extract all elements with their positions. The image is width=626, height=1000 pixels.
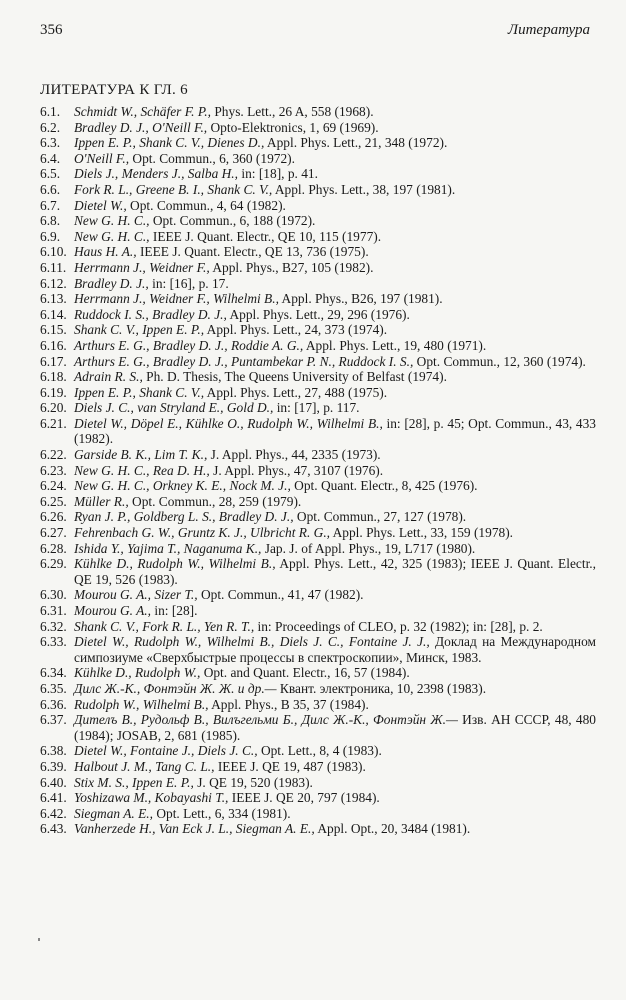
reference-source: Ph. D. Thesis, The Queens University of Belfast (1974). [142,369,447,385]
reference-source: Opt. Commun., 28, 259 (1979). [128,493,302,509]
reference-number: 6.34. [40,665,67,681]
reference-text [74,634,596,665]
reference-entry [40,166,596,182]
reference-source: Appl. Phys., B26, 197 (1981). [278,291,443,307]
reference-text [74,603,596,619]
reference-authors: Mourou G. A., Sizer T., [74,587,198,603]
reference-authors: Halbout J. M., Tang C. L., [74,758,215,774]
reference-list [40,104,596,837]
reference-number: 6.27. [40,525,67,541]
reference-entry [40,338,596,354]
reference-text [74,416,596,447]
reference-number: 6.5. [40,166,61,182]
reference-entry [40,790,596,806]
reference-text [74,322,596,338]
reference-authors: Rudolph W., Wilhelmi B., [74,696,209,712]
reference-number: 6.25. [40,493,67,509]
reference-text [74,385,596,401]
reference-entry [40,400,596,416]
reference-entry [40,307,596,323]
reference-source: Opt. and Quant. Electr., 16, 57 (1984). [200,665,410,681]
reference-authors: Fehrenbach G. W., Gruntz K. J., Ulbricht R. G., [74,525,331,541]
reference-authors: Ishida Y., Yajima T., Naganuma K., [74,540,262,556]
reference-entry [40,494,596,510]
reference-authors: New G. H. C., [74,213,150,229]
reference-entry [40,369,596,385]
reference-number: 6.22. [40,447,67,463]
reference-entry [40,556,596,587]
reference-source: Appl. Phys. Lett., 21, 348 (1972). [264,135,448,151]
reference-authors: Dietel W., [74,197,127,213]
reference-source: Opt. Quant. Electr., 8, 425 (1976). [290,478,478,494]
reference-text [74,198,596,214]
reference-authors: Kühlke D., Rudolph W., [74,665,201,681]
reference-source: Appl. Phys. Lett., 24, 373 (1974). [204,322,388,338]
reference-number: 6.36. [40,696,67,712]
reference-text [74,712,596,743]
reference-entry [40,135,596,151]
reference-source: in: [16], p. 17. [148,275,229,291]
reference-text [74,681,596,697]
reference-text [74,556,596,587]
reference-entry [40,182,596,198]
reference-number: 6.18. [40,369,67,385]
reference-source: Opt. Lett., 8, 4 (1983). [257,743,382,759]
reference-source: in: [28]. [151,603,198,618]
reference-source: Appl. Phys. Lett., 27, 488 (1975). [204,384,388,400]
reference-source: Opto-Elektronics, 1, 69 (1969). [207,119,379,135]
reference-entry [40,354,596,370]
reference-source: Appl. Opt., 20, 3484 (1981). [314,821,471,837]
reference-text [74,447,596,463]
reference-text [74,775,596,791]
reference-entry [40,759,596,775]
reference-entry [40,587,596,603]
reference-source: J. Appl. Phys., 44, 2335 (1973). [207,447,381,463]
reference-number: 6.6. [40,181,61,197]
reference-entry [40,322,596,338]
reference-authors: Siegman A. E., [74,805,153,821]
reference-authors: Garside B. K., Lim T. K., [74,447,208,463]
reference-entry [40,260,596,276]
reference-source: Phys. Lett., 26 A, 558 (1968). [211,104,374,119]
reference-source: Opt. Commun., 41, 47 (1982). [197,587,364,603]
page-number: 356 [40,22,63,38]
reference-text [74,806,596,822]
reference-source: Opt. Commun., 6, 360 (1972). [129,150,295,166]
reference-entry [40,244,596,260]
reference-authors: Arthurs E. G., Bradley D. J., Puntambekar P. N., Ruddock I. S., [74,353,414,369]
reference-number: 6.30. [40,587,67,603]
reference-source: J. Appl. Phys., 47, 3107 (1976). [209,462,384,478]
reference-text [74,135,596,151]
reference-source: Квант. электроника, 10, 2398 (1983). [276,680,487,696]
reference-authors: Shank C. V., Ippen E. P., [74,322,205,338]
reference-number: 6.42. [40,805,67,821]
reference-entry [40,104,596,120]
reference-source: Appl. Phys. Lett., 38, 197 (1981). [272,181,456,197]
reference-text [74,307,596,323]
reference-authors: Kühlke D., Rudolph W., Wilhelmi B., [74,556,276,572]
reference-source: in: Proceedings of CLEO, p. 32 (1982); in: [28], p. 2. [254,618,543,634]
reference-number: 6.13. [40,291,67,307]
reference-source: Appl. Phys., B27, 105 (1982). [209,259,374,275]
reference-text [74,369,596,385]
reference-number: 6.23. [40,462,67,478]
reference-number: 6.12. [40,275,67,291]
reference-entry [40,229,596,245]
reference-authors: Ippen E. P., Shank C. V., Dienes D., [74,135,265,151]
reference-number: 6.21. [40,415,67,431]
reference-number: 6.40. [40,774,67,790]
reference-authors: Arthurs E. G., Bradley D. J., Roddie A. G., [74,337,304,353]
reference-entry [40,697,596,713]
reference-number: 6.33. [40,634,67,650]
reference-authors: New G. H. C., [74,228,150,244]
reference-number: 6.10. [40,244,67,260]
print-speck [38,938,40,941]
reference-authors: Ruddock I. S., Bradley D. J., [74,306,227,322]
reference-authors: Ryan J. P., Goldberg L. S., Bradley D. J., [74,509,294,525]
reference-authors: Yoshizawa M., Kobayashi T., [74,790,229,806]
reference-number: 6.35. [40,680,67,696]
reference-source: Appl. Phys. Lett., 33, 159 (1978). [330,525,514,541]
reference-source: IEEE J. QE 20, 797 (1984). [228,790,380,806]
reference-entry [40,619,596,635]
reference-authors: New G. H. C., Orkney K. E., Nock M. J., [74,478,291,494]
reference-source: in: [17], p. 117. [273,400,360,416]
reference-text [74,400,596,416]
reference-authors: Dietel W., Fontaine J., Diels J. C., [74,743,258,759]
reference-number: 6.32. [40,618,67,634]
reference-authors: Дителъ В., Рудольф В., Вилъгельми Б., Дилс Ж.-К., Фонтэйн Ж.— [74,712,458,728]
reference-authors: Mourou G. A., [74,603,151,618]
reference-entry [40,821,596,837]
reference-source: Opt. Commun., 27, 127 (1978). [293,509,467,525]
reference-authors: Bradley D. J., [74,275,149,291]
reference-authors: Müller R., [74,493,129,509]
reference-text [74,478,596,494]
reference-entry [40,665,596,681]
reference-number: 6.16. [40,337,67,353]
reference-entry [40,291,596,307]
reference-number: 6.8. [40,213,61,229]
reference-source: in: [28], p. 45; Opt. Commun., 43, 433 (1982). [74,415,597,447]
reference-text [74,463,596,479]
reference-source: IEEE J. QE 19, 487 (1983). [214,758,366,774]
reference-text [74,166,596,182]
reference-text [74,759,596,775]
reference-source: IEEE J. Quant. Electr., QE 10, 115 (1977). [149,228,382,244]
reference-number: 6.17. [40,353,67,369]
reference-authors: Dietel W., Döpel E., Kühlke O., Rudolph W., Wilhelmi B., [74,415,383,431]
reference-number: 6.28. [40,540,67,556]
reference-entry [40,385,596,401]
reference-entry [40,463,596,479]
reference-source: Appl. Phys. Lett., 19, 480 (1971). [303,337,487,353]
reference-text [74,182,596,198]
reference-text [74,619,596,635]
reference-number: 6.9. [40,228,61,244]
reference-text [74,213,596,229]
reference-authors: Herrmann J., Weidner F., [74,259,210,275]
reference-number: 6.11. [40,259,67,275]
reference-entry [40,525,596,541]
reference-authors: Vanherzede H., Van Eck J. L., Siegman A. E., [74,821,315,837]
reference-text [74,509,596,525]
reference-authors: New G. H. C., Rea D. H., [74,462,210,478]
reference-text [74,338,596,354]
reference-number: 6.26. [40,509,67,525]
reference-entry [40,634,596,665]
reference-authors: Schmidt W., Schäfer F. P., [74,104,212,119]
reference-authors: Diels J., Menders J., Salba H., [74,166,239,182]
reference-number: 6.15. [40,322,67,338]
reference-source: Изв. АН СССР, 48, 480 (1984); JOSAB, 2, 681 (1985). [74,712,596,743]
reference-text [74,743,596,759]
reference-source: Appl. Phys., B 35, 37 (1984). [208,696,369,712]
reference-entry [40,712,596,743]
reference-authors: Bradley D. J., O'Neill F., [74,119,208,135]
reference-entry [40,151,596,167]
reference-authors: Stix M. S., Ippen E. P., [74,774,194,790]
running-title: Литература [507,22,590,38]
reference-number: 6.4. [40,150,61,166]
reference-authors: Adrain R. S., [74,369,143,385]
reference-entry [40,447,596,463]
reference-source: Доклад на Международном симпозиуме «Сверхбыстрые процессы в спектроскопии», Минск, 1983. [74,634,596,665]
reference-authors: Shank C. V., Fork R. L., Yen R. T., [74,618,255,634]
reference-text [74,354,596,370]
reference-authors: Herrmann J., Weidner F., Wilhelmi B., [74,291,279,307]
reference-source: Appl. Phys. Lett., 29, 296 (1976). [226,306,410,322]
reference-source: Opt. Commun., 12, 360 (1974). [413,353,586,369]
reference-entry [40,775,596,791]
reference-text [74,260,596,276]
reference-text [74,291,596,307]
reference-entry [40,276,596,292]
reference-source: J. QE 19, 520 (1983). [193,774,313,790]
reference-entry [40,603,596,619]
reference-number: 6.7. [40,197,61,213]
page-header [40,22,590,44]
reference-source: Appl. Phys. Lett., 42, 325 (1983); IEEE J. Quant. Electr., QE 19, 526 (1983). [74,556,596,587]
reference-entry [40,198,596,214]
reference-text [74,151,596,167]
reference-entry [40,743,596,759]
reference-entry [40,806,596,822]
reference-source: Jap. J. of Appl. Phys., 19, L717 (1980). [261,540,476,556]
reference-number: 6.20. [40,400,67,416]
reference-source: Opt. Commun., 4, 64 (1982). [126,197,286,213]
reference-text [74,494,596,510]
reference-authors: Ippen E. P., Shank C. V., [74,384,205,400]
reference-text [74,697,596,713]
reference-entry [40,681,596,697]
reference-source: in: [18], p. 41. [238,166,318,182]
reference-text [74,244,596,260]
reference-entry [40,478,596,494]
reference-entry [40,120,596,136]
reference-entry [40,416,596,447]
chapter-references-heading: ЛИТЕРАТУРА К ГЛ. 6 [40,82,188,98]
reference-number: 6.37. [40,712,67,728]
reference-entry [40,213,596,229]
reference-text [74,665,596,681]
reference-entry [40,509,596,525]
reference-number: 6.38. [40,743,67,759]
reference-text [74,229,596,245]
reference-authors: O'Neill F., [74,150,130,166]
reference-text [74,120,596,136]
reference-entry [40,541,596,557]
reference-text [74,104,596,120]
reference-text [74,587,596,603]
reference-authors: Dietel W., Rudolph W., Wilhelmi B., Diels J. C., Fontaine J. J., [74,634,430,650]
reference-text [74,276,596,292]
reference-source: IEEE J. Quant. Electr., QE 13, 736 (1975). [136,244,369,260]
reference-number: 6.19. [40,384,67,400]
reference-number: 6.14. [40,306,67,322]
reference-authors: Haus H. A., [74,244,137,260]
reference-number: 6.31. [40,603,67,618]
reference-source: Opt. Commun., 6, 188 (1972). [149,213,316,229]
reference-source: Opt. Lett., 6, 334 (1981). [152,805,291,821]
reference-authors: Дилс Ж.-К., Фонтэйн Ж. Ж. и др.— [74,680,277,696]
reference-number: 6.24. [40,478,67,494]
reference-authors: Fork R. L., Greene B. I., Shank C. V., [74,181,273,197]
reference-number: 6.29. [40,556,67,572]
reference-text [74,821,596,837]
reference-text [74,541,596,557]
reference-text [74,790,596,806]
reference-text [74,525,596,541]
reference-number: 6.2. [40,119,61,135]
reference-number: 6.1. [40,104,61,119]
reference-number: 6.43. [40,821,67,837]
reference-number: 6.39. [40,758,67,774]
reference-authors: Diels J. C., van Stryland E., Gold D., [74,400,274,416]
reference-number: 6.3. [40,135,61,151]
reference-number: 6.41. [40,790,67,806]
